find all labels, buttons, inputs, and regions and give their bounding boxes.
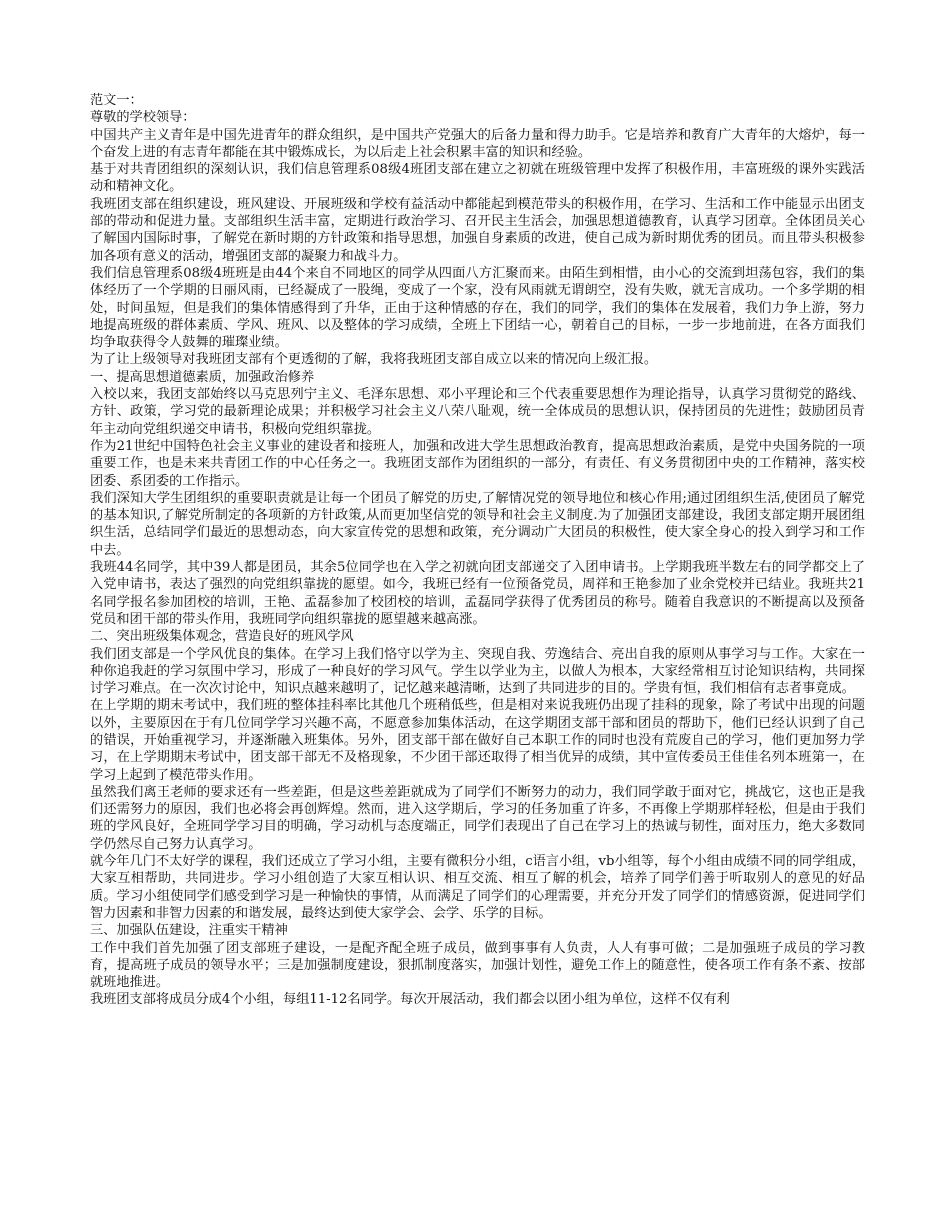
paragraph: 为了让上级领导对我班团支部有个更透彻的了解，我将我班团支部自成立以来的情况向上级汇报。 [90,352,658,368]
paragraph: 入校以来，我团支部始终以马克思列宁主义、毛泽东思想、邓小平理论和三个代表重要思想作为理论指导，认真学习贯彻党的路线、方针、政策，学习党的最新理论成果；并积极学习社会主义八荣八耻观，统一全体成员的思想认识，保持团员的先进性；鼓励团员青年主动向党组织递交申请书，积极向党组织靠拢。 [90,387,865,437]
paragraph: 虽然我们离王老师的要求还有一些差距，但是这些差距就成为了同学们不断努力的动力，我们同学敢于面对它，挑战它，这也正是我们还需努力的原因，我们也必将会再创辉煌。然而，进入这学期后，学习的任务加重了许多，不再像上学期那样轻松，但是由于我们班的学风良好，全班同学学习目的明确，学习动机与态度端正，同学们表现出了自己在学习上的热诚与韧性，面对压力，绝大多数同学仍然尽自己努力认真学习。 [90,784,865,852]
paragraph: 基于对共青团组织的深刻认识，我们信息管理系08级4班团支部在建立之初就在班级管理中发挥了积极作用，丰富班级的课外实践活动和精神文化。 [90,162,865,195]
paragraph: 我班团支部将成员分成4个小组，每组11-12名同学。每次开展活动，我们都会以团小组为单位，这样不仅有利 [90,992,730,1008]
section-heading: 二、突出班级集体观念，营造良好的班风学风 [90,629,354,645]
paragraph: 我班团支部在组织建设，班风建设、开展班级和学校有益活动中都能起到模范带头的积极作用，在学习、生活和工作中能显示出团支部的带动和促进力量。支部组织生活丰富，定期进行政治学习、召开民主生活会，加强思想道德教育，认真学习团章。全体团员关心了解国内国际时事，了解党在新时期的方针政策和指导思想，加强自身素质的改进，使自己成为新时期优秀的团员。而且带头积极参加各项有意义的活动，增强团支部的凝聚力和战斗力。 [90,196,865,264]
paragraph: 我班44名同学，其中39人都是团员，其余5位同学也在入学之初就向团支部递交了入团申请书。上学期我班半数左右的同学都交上了入党申请书，表达了强烈的向党组织靠拢的愿望。如今，我班已经有一位预备党员，周祥和王艳参加了业余党校并已结业。我班共21名同学报名参加团校的培训，王艳、孟磊参加了校团校的培训，孟磊同学获得了优秀团员的称号。随着自我意识的不断提高以及预备党员和团干部的带头作用，我班同学向组织靠拢的愿望越来越高涨。 [90,560,865,627]
document-title: 范文一： [90,93,143,108]
document-page [90,92,865,1009]
paragraph: 我们深知大学生团组织的重要职责就是让每一个团员了解党的历史,了解情况党的领导地位和核心作用;通过团组织生活,使团员了解党的基本知识,了解党所制定的各项新的方针政策,从而更加坚信党的领导和社会主义制度.为了加强团支部建设，我团支部定期开展团组织生活，总结同学们最近的思想动态，向大家宣传党的思想和政策，充分调动广大团员的积极性，使大家全身心的投入到学习和工作中去。 [90,490,865,558]
paragraph: 就今年几门不太好学的课程，我们还成立了学习小组，主要有微积分小组，c语言小组，vb小组等，每个小组由成绩不同的同学组成，大家互相帮助，共同进步。学习小组创造了大家互相认识、相互交流、相互了解的机会，培养了同学们善于听取别人的意见的好品质。学习小组使同学们感受到学习是一种愉快的事情，从而满足了同学们的心理需要，并充分开发了同学们的情感资源，促进同学们智力因素和非智力因素的和谐发展，最终达到使大家学会、会学、乐学的目标。 [90,854,865,921]
paragraph: 工作中我们首先加强了团支部班子建设，一是配齐配全班子成员，做到事事有人负责，人人有事可做；二是加强班子成员的学习教育，提高班子成员的领导水平；三是加强制度建设，狠抓制度落实，加强计划性，避免工作上的随意性，使各项工作有条不紊、按部就班地推进。 [90,940,865,991]
paragraph: 作为21世纪中国特色社会主义事业的建设者和接班人，加强和改进大学生思想政治教育，提高思想政治素质，是党中央国务院的一项重要工作，也是未来共青团工作的中心任务之一。我班团支部作为团组织的一部分，有责任、有义务贯彻团中央的工作精神，落实校团委、系团委的工作指示。 [90,438,865,489]
section-heading: 三、加强队伍建设，注重实干精神 [90,923,288,939]
paragraph: 在上学期的期末考试中，我们班的整体挂科率比其他几个班稍低些，但是相对来说我班仍出现了挂科的现象，除了考试中出现的问题以外，主要原因在于有几位同学学习兴趣不高，不愿意参加集体活动，在这学期团支部干部和团员的帮助下，他们已经认识到了自己的错误，开始重视学习，并逐渐融入班集体。另外，团支部干部在做好自己本职工作的同时也没有荒废自己的学习，他们更加努力学习，在上学期期末考试中，团支部干部无不及格现象，不少团干部还取得了相当优异的成绩，其中宣传委员王佳佳名列本班第一，在学习上起到了模范带头作用。 [90,698,865,783]
paragraph: 我们信息管理系08级4班班是由44个来自不同地区的同学从四面八方汇聚而来。由陌生到相惜，由小心的交流到坦荡包容，我们的集体经历了一个学期的日丽风雨，已经凝成了一股绳，变成了一个家，没有风雨就无谓朗空，没有失败，就无言成功。一个多学期的相处，时间虽短，但是我们的集体情感得到了升华，正由于这种情感的存在，我们的同学，我们的集体在发展着，我们力争上游，努力地提高班级的群体素质、学风、班风、以及整体的学习成绩，全班上下团结一心，朝着自己的目标，一步一步地前进，在各方面我们均争取获得令人鼓舞的璀璨业绩。 [90,265,865,351]
section-heading: 一、提高思想道德素质，加强政治修养 [90,369,315,385]
salutation: 尊敬的学校领导： [90,110,196,126]
paragraph: 中国共产主义青年是中国先进青年的群众组织，是中国共产党强大的后备力量和得力助手。它是培养和教育广大青年的大熔炉，每一个奋发上进的有志青年都能在其中锻炼成长，为以后走上社会积累丰富的知识和经验。 [90,127,865,160]
paragraph: 我们团支部是一个学风优良的集体。在学习上我们恪守以学为主、突现自我、劳逸结合、亮出自我的原则从事学习与工作。大家在一种你追我赶的学习氛围中学习，形成了一种良好的学习风气。学生以学业为主，以做人为根本，大家经常相互讨论知识结构，共同探讨学习难点。在一次次讨论中，知识点越来越明了，记忆越来越清晰，达到了共同进步的目的。学贵有恒，我们相信有志者事竟成。 [90,646,865,697]
